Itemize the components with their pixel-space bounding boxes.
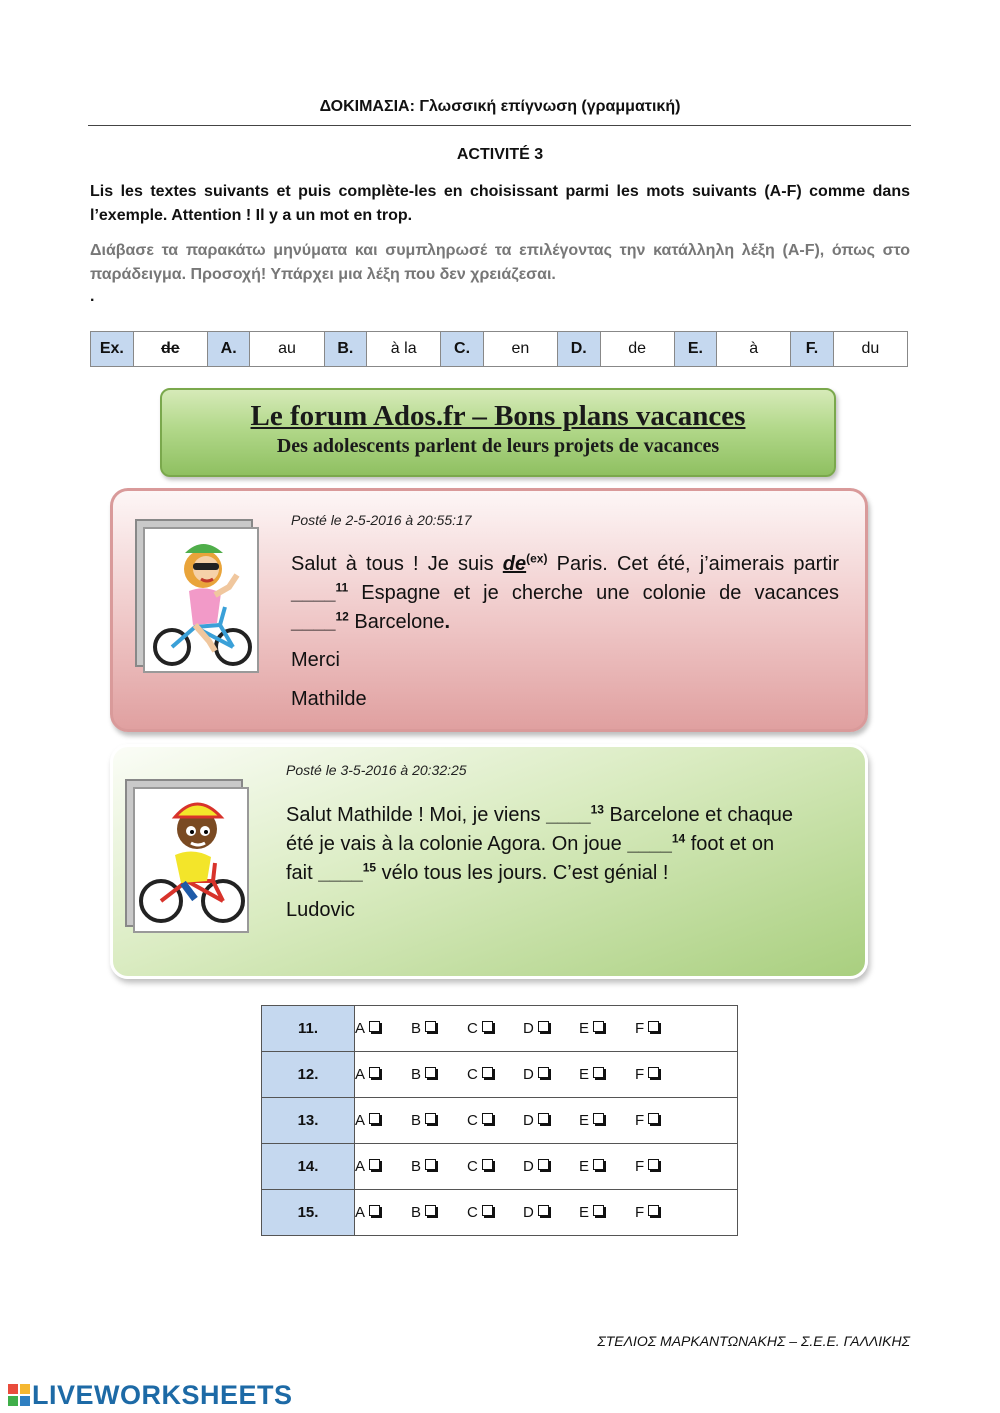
girl-cyclist-icon (143, 527, 259, 673)
text-segment: Salut à tous ! Je suis (291, 553, 503, 575)
post-author: Mathilde (291, 688, 367, 710)
checkbox-icon[interactable] (538, 1113, 549, 1124)
footer-author: ΣΤΕΛΙΟΣ ΜΑΡΚΑΝΤΩΝΑΚΗΣ – Σ.Ε.Ε. ΓΑΛΛΙΚΗΣ (597, 1333, 910, 1349)
option-c[interactable]: C (467, 1158, 523, 1175)
answer-options (355, 1098, 738, 1144)
word-key: F. (791, 332, 834, 367)
word-key: C. (441, 332, 484, 367)
option-d[interactable]: D (523, 1066, 579, 1083)
option-e[interactable]: E (579, 1066, 635, 1083)
brand-name: LIVEWORKSHEETS (32, 1380, 293, 1410)
checkbox-icon[interactable] (538, 1021, 549, 1032)
post-timestamp: Posté le 3-5-2016 à 20:32:25 (286, 762, 467, 778)
checkbox-icon[interactable] (593, 1067, 604, 1078)
checkbox-icon[interactable] (648, 1067, 659, 1078)
option-d[interactable]: D (523, 1112, 579, 1129)
text-segment: vélo tous les jours. C’est génial ! (376, 862, 669, 884)
checkbox-icon[interactable] (425, 1021, 436, 1032)
checkbox-icon[interactable] (425, 1113, 436, 1124)
text-segment: Barcelone et chaque (603, 804, 794, 826)
text-segment: foot et on (685, 833, 775, 855)
checkbox-icon[interactable] (369, 1205, 380, 1216)
answer-row (262, 1144, 738, 1190)
word-option: de (600, 332, 674, 367)
option-d[interactable]: D (523, 1204, 579, 1221)
text-period: . (444, 611, 451, 633)
answer-row (262, 1190, 738, 1236)
header-divider (88, 125, 911, 126)
forum-banner (160, 388, 836, 477)
option-a[interactable]: A (355, 1020, 411, 1037)
answer-options (355, 1144, 738, 1190)
blank-number: 14 (671, 831, 686, 846)
option-a[interactable]: A (355, 1112, 411, 1129)
checkbox-icon[interactable] (593, 1021, 604, 1032)
checkbox-icon[interactable] (538, 1205, 549, 1216)
checkbox-icon[interactable] (369, 1021, 380, 1032)
forum-post-ludovic (110, 744, 868, 979)
activity-title: ACTIVITÉ 3 (456, 146, 544, 163)
checkbox-icon[interactable] (369, 1067, 380, 1078)
answer-row (262, 1006, 738, 1052)
option-c[interactable]: C (467, 1204, 523, 1221)
checkbox-icon[interactable] (593, 1205, 604, 1216)
page-title: ΔΟΚΙΜΑΣΙΑ: Γλωσσική επίγνωση (γραμματική) (319, 98, 681, 115)
checkbox-icon[interactable] (425, 1205, 436, 1216)
option-b[interactable]: B (411, 1204, 467, 1221)
option-d[interactable]: D (523, 1158, 579, 1175)
forum-title: Le forum Ados.fr – Bons plans vacances (250, 400, 746, 432)
checkbox-icon[interactable] (482, 1067, 493, 1078)
option-b[interactable]: B (411, 1112, 467, 1129)
post-message (291, 550, 839, 637)
instructions-french: Lis les textes suivants et puis complète-les en choisissant parmi les mots suivants (A-F) comme dans l’exemple. Attention ! Il y a un mot en trop. (90, 183, 910, 224)
liveworksheets-logo[interactable] (8, 1380, 293, 1411)
blank-14[interactable]: ____ (627, 833, 672, 855)
question-number: 13. (262, 1098, 355, 1144)
word-option: en (483, 332, 557, 367)
liveworksheets-icon (8, 1384, 30, 1406)
checkbox-icon[interactable] (425, 1159, 436, 1170)
post-author: Ludovic (286, 899, 355, 921)
question-number: 14. (262, 1144, 355, 1190)
checkbox-icon[interactable] (593, 1113, 604, 1124)
option-a[interactable]: A (355, 1158, 411, 1175)
example-word: de (502, 553, 527, 575)
word-key: E. (674, 332, 717, 367)
answer-grid (261, 1005, 738, 1236)
blank-13[interactable]: ____ (546, 804, 591, 826)
blank-12[interactable]: ____ (291, 611, 336, 633)
word-key: D. (557, 332, 600, 367)
word-example (133, 332, 207, 367)
instructions-greek: Διάβασε τα παρακάτω μηνύματα και συμπληρωσέ τα επιλέγοντας την κατάλληλη λέξη (A-F), όπως στο παράδειγμα. Προσοχή! Υπάρχει μια λέξη που δεν χρειάζεσαι. (90, 242, 910, 283)
word-bank-table (90, 331, 908, 367)
checkbox-icon[interactable] (538, 1067, 549, 1078)
word-key: B. (324, 332, 367, 367)
option-b[interactable]: B (411, 1020, 467, 1037)
answer-row (262, 1052, 738, 1098)
word-key: Ex. (91, 332, 134, 367)
blank-number: 11 (335, 580, 349, 595)
option-e[interactable]: E (579, 1204, 635, 1221)
word-option: au (250, 332, 324, 367)
text-segment: été je vais à la colonie Agora. On joue (286, 833, 628, 855)
checkbox-icon[interactable] (593, 1159, 604, 1170)
word-option: à (717, 332, 791, 367)
text-segment: Paris. Cet été, j’aimerais partir (547, 553, 839, 575)
option-f[interactable]: F (635, 1066, 691, 1083)
checkbox-icon[interactable] (482, 1113, 493, 1124)
option-b[interactable]: B (411, 1158, 467, 1175)
blank-15[interactable]: ____ (318, 862, 363, 884)
blank-number: 12 (335, 609, 349, 624)
answer-options (355, 1006, 738, 1052)
boy-cyclist-icon (133, 787, 249, 933)
checkbox-icon[interactable] (369, 1113, 380, 1124)
answer-options (355, 1052, 738, 1098)
option-e[interactable]: E (579, 1112, 635, 1129)
blank-number: 13 (590, 802, 604, 817)
forum-post-mathilde (110, 488, 868, 732)
text-segment: Barcelone (348, 611, 445, 633)
option-c[interactable]: C (467, 1112, 523, 1129)
option-d[interactable]: D (523, 1020, 579, 1037)
option-b[interactable]: B (411, 1066, 467, 1083)
word-option: du (833, 332, 907, 367)
post-timestamp: Posté le 2-5-2016 à 20:55:17 (291, 512, 472, 528)
option-e[interactable]: E (579, 1158, 635, 1175)
question-number: 11. (262, 1006, 355, 1052)
text-segment: Espagne et je cherche une colonie de vacances (348, 582, 839, 604)
example-marker: (ex) (526, 551, 548, 566)
checkbox-icon[interactable] (425, 1067, 436, 1078)
checkbox-icon[interactable] (369, 1159, 380, 1170)
blank-11[interactable]: ____ (291, 582, 336, 604)
option-a[interactable]: A (355, 1066, 411, 1083)
checkbox-icon[interactable] (648, 1159, 659, 1170)
option-f[interactable]: F (635, 1112, 691, 1129)
text-segment: Salut Mathilde ! Moi, je viens (286, 804, 547, 826)
checkbox-icon[interactable] (482, 1021, 493, 1032)
word-example-text: de (160, 340, 180, 357)
option-f[interactable]: F (635, 1158, 691, 1175)
text-segment: fait (286, 862, 319, 884)
answer-row (262, 1098, 738, 1144)
checkbox-icon[interactable] (482, 1205, 493, 1216)
question-number: 12. (262, 1052, 355, 1098)
option-a[interactable]: A (355, 1204, 411, 1221)
forum-subtitle: Des adolescents parlent de leurs projets de vacances (276, 435, 720, 457)
option-c[interactable]: C (467, 1066, 523, 1083)
option-f[interactable]: F (635, 1020, 691, 1037)
checkbox-icon[interactable] (482, 1159, 493, 1170)
checkbox-icon[interactable] (648, 1021, 659, 1032)
word-option: à la (367, 332, 441, 367)
option-c[interactable]: C (467, 1020, 523, 1037)
post-message (286, 801, 846, 888)
checkbox-icon[interactable] (538, 1159, 549, 1170)
blank-number: 15 (362, 860, 377, 875)
stray-dot: . (90, 288, 95, 305)
option-f[interactable]: F (635, 1204, 691, 1221)
checkbox-icon[interactable] (648, 1205, 659, 1216)
answer-options (355, 1190, 738, 1236)
word-key: A. (207, 332, 250, 367)
question-number: 15. (262, 1190, 355, 1236)
option-e[interactable]: E (579, 1020, 635, 1037)
post-closing: Merci (291, 649, 340, 671)
checkbox-icon[interactable] (648, 1113, 659, 1124)
